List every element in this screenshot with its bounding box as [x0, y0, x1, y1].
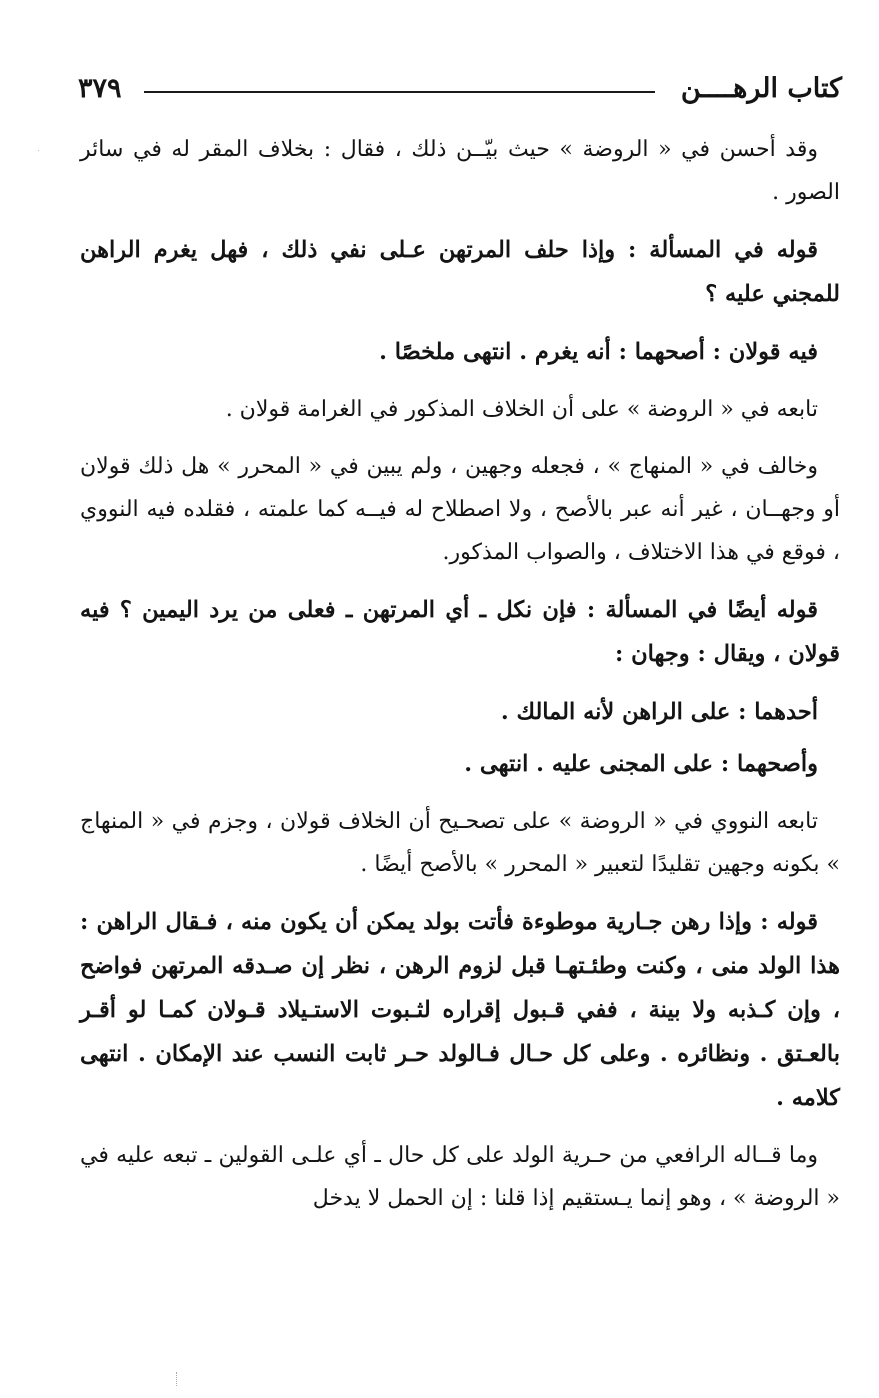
paragraph-bold: وأصحهما : على المجنى عليه . انتهى . [464, 751, 818, 777]
paragraph-bold: فيه قولان : أصحهما : أنه يغرم . انتهى ملخصًا . [379, 339, 818, 365]
page-number: ٣٧٩ [78, 72, 122, 104]
paragraph-bold: قوله في المسألة : وإذا حلف المرتهن عـلى نفي ذلك ، فهل يغرم الراهن للمجني عليه ؟ [80, 237, 840, 307]
paragraph-bold: أحدهما : على الراهن لأنه المالك . [500, 699, 818, 725]
scan-mark [176, 1372, 178, 1386]
paragraph-bold: قوله : وإذا رهن جـارية موطوءة فأتت بولد يمكن أن يكون منه ، فـقال الراهن : هذا الولد منى ، وكنت وطئـتهـا قبل لزوم الرهن ، نظر إن صـدقه المرتهن فواضح ، وإن كـذبه ولا بينة ، ففي قـبول إقراره لثـبوت الاستـيلاد قـولان كمـا لو أقـر بالعـتق . ونظائره . وعلى كل حـال فـالولد حـر ثابت النسب عند الإمكان . انتهى كلامه . [80, 909, 840, 1111]
paragraph: وقد أحسن في « الروضة » حيث بيّــن ذلك ، فقال : بخلاف المقر له في سائر الصور . [80, 137, 840, 205]
paragraph-bold: قوله أيضًا في المسألة : فإن نكل ـ أي المرتهن ـ فعلى من يرد اليمين ؟ فيه قولان ، ويقال : وجهان : [80, 597, 840, 667]
paragraph: تابعه في « الروضة » على أن الخلاف المذكور في الغرامة قولان . [225, 397, 818, 422]
page-body [80, 128, 840, 1234]
scan-speck [38, 150, 39, 151]
paragraph: تابعه النووي في « الروضة » على تصحـيح أن الخلاف قولان ، وجزم في « المنهاج » بكونه وجهين تقليدًا لتعبير « المحرر » بالأصح أيضًا . [80, 809, 840, 877]
chapter-title: كتاب الرهــــن [680, 72, 842, 104]
page-header [78, 66, 842, 110]
header-rule [144, 91, 655, 93]
paragraph: وما قــاله الرافعي من حـرية الولد على كل حال ـ أي علـى القولين ـ تبعه عليه في « الروضة » ، وهو إنما يـستقيم إذا قلنا : إن الحمل لا يدخل [80, 1143, 840, 1211]
paragraph: وخالف في « المنهاج » ، فجعله وجهين ، ولم يبين في « المحرر » هل ذلك قولان أو وجهــان ، غير أنه عبر بالأصح ، ولا اصطلاح له فيــه كما علمته ، فقلده فيه النووي ، فوقع في هذا الاختلاف ، والصواب المذكور. [80, 454, 840, 565]
